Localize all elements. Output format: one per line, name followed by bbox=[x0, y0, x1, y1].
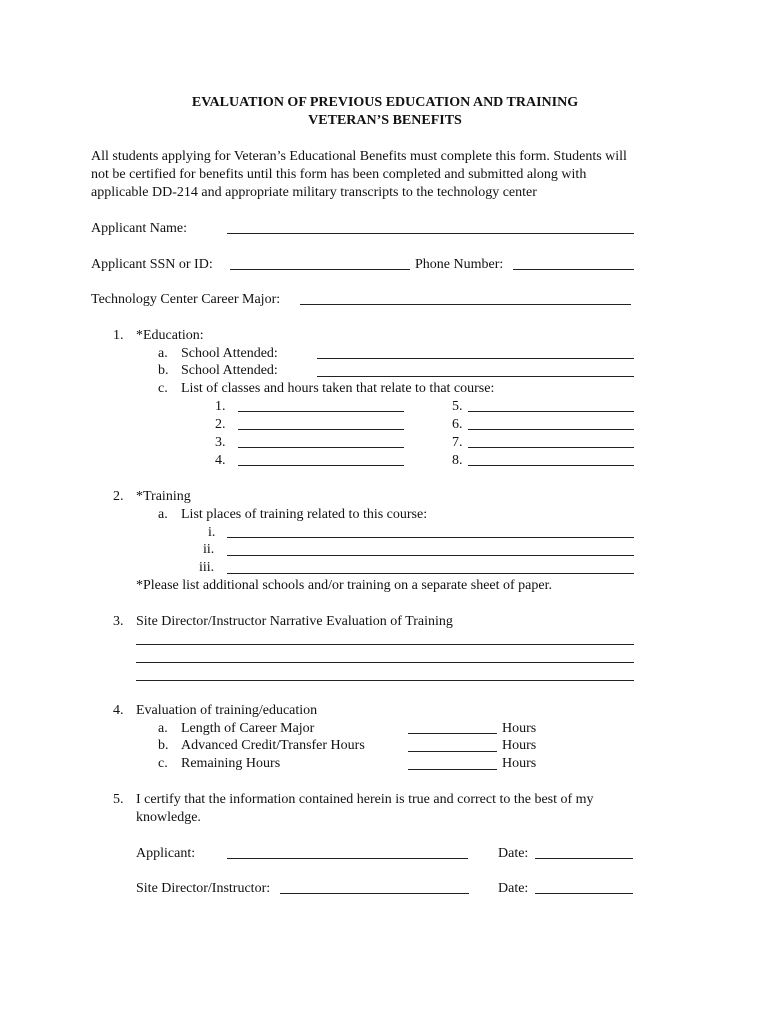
education-heading: *Education: bbox=[136, 328, 204, 343]
class-field-1[interactable] bbox=[238, 411, 404, 412]
section-3-number: 3. bbox=[113, 614, 124, 629]
class-field-2[interactable] bbox=[238, 429, 404, 430]
class-number-2: 2. bbox=[215, 417, 226, 432]
date-label-2: Date: bbox=[498, 881, 529, 896]
class-field-7[interactable] bbox=[468, 447, 634, 448]
ssn-field[interactable] bbox=[230, 269, 410, 270]
advanced-credit-field[interactable] bbox=[408, 751, 497, 752]
date-field-2[interactable] bbox=[535, 893, 633, 894]
form-subtitle: VETERAN’S BENEFITS bbox=[308, 113, 462, 128]
class-number-1: 1. bbox=[215, 399, 226, 414]
evaluation-heading: Evaluation of training/education bbox=[136, 703, 318, 718]
narrative-heading: Site Director/Instructor Narrative Evaluation of Training bbox=[136, 614, 453, 629]
applicant-name-label: Applicant Name: bbox=[91, 221, 188, 236]
phone-field[interactable] bbox=[513, 269, 634, 270]
training-roman-i: i. bbox=[208, 525, 216, 540]
career-major-field[interactable] bbox=[300, 304, 631, 305]
hours-label-a: Hours bbox=[502, 721, 537, 736]
hours-label-b: Hours bbox=[502, 738, 537, 753]
remaining-hours-field[interactable] bbox=[408, 769, 497, 770]
class-number-4: 4. bbox=[215, 453, 226, 468]
class-number-6: 6. bbox=[452, 417, 463, 432]
narrative-field-2[interactable] bbox=[136, 662, 634, 663]
education-b-marker: b. bbox=[158, 363, 169, 378]
training-field-iii[interactable] bbox=[227, 573, 634, 574]
school-attended-label-1: School Attended: bbox=[181, 346, 278, 361]
class-number-3: 3. bbox=[215, 435, 226, 450]
training-field-ii[interactable] bbox=[227, 555, 634, 556]
education-a-marker: a. bbox=[158, 346, 168, 361]
intro-line-1: All students applying for Veteran’s Educational Benefits must complete this form. Students will bbox=[91, 149, 627, 164]
school-attended-label-2: School Attended: bbox=[181, 363, 278, 378]
narrative-field-3[interactable] bbox=[136, 680, 634, 681]
phone-label: Phone Number: bbox=[415, 257, 504, 272]
education-c-marker: c. bbox=[158, 381, 168, 396]
advanced-credit-label: Advanced Credit/Transfer Hours bbox=[181, 738, 365, 753]
intro-line-3: applicable DD-214 and appropriate military transcripts to the technology center bbox=[91, 185, 537, 200]
certify-line-1: I certify that the information contained herein is true and correct to the best of my bbox=[136, 792, 594, 807]
school-attended-field-1[interactable] bbox=[317, 358, 634, 359]
career-major-length-label: Length of Career Major bbox=[181, 721, 315, 736]
training-roman-ii: ii. bbox=[203, 542, 215, 557]
classes-list-label: List of classes and hours taken that relate to that course: bbox=[181, 381, 495, 396]
intro-line-2: not be certified for benefits until this form has been completed and submitted along with bbox=[91, 167, 587, 182]
applicant-signature-label: Applicant: bbox=[136, 846, 196, 861]
career-major-label: Technology Center Career Major: bbox=[91, 292, 281, 307]
remaining-hours-label: Remaining Hours bbox=[181, 756, 281, 771]
applicant-name-field[interactable] bbox=[227, 233, 634, 234]
training-roman-iii: iii. bbox=[199, 560, 215, 575]
class-field-3[interactable] bbox=[238, 447, 404, 448]
narrative-field-1[interactable] bbox=[136, 644, 634, 645]
class-field-8[interactable] bbox=[468, 465, 634, 466]
evaluation-b-marker: b. bbox=[158, 738, 169, 753]
school-attended-field-2[interactable] bbox=[317, 376, 634, 377]
applicant-signature-field[interactable] bbox=[227, 858, 468, 859]
form-title: EVALUATION OF PREVIOUS EDUCATION AND TRAINING bbox=[191, 95, 579, 110]
career-major-length-field[interactable] bbox=[408, 733, 497, 734]
class-number-5: 5. bbox=[452, 399, 463, 414]
training-note: *Please list additional schools and/or training on a separate sheet of paper. bbox=[136, 578, 552, 593]
hours-label-c: Hours bbox=[502, 756, 537, 771]
training-places-label: List places of training related to this course: bbox=[181, 507, 428, 522]
section-2-number: 2. bbox=[113, 489, 124, 504]
site-director-signature-field[interactable] bbox=[280, 893, 469, 894]
site-director-label: Site Director/Instructor: bbox=[136, 881, 271, 896]
training-a-marker: a. bbox=[158, 507, 168, 522]
class-field-5[interactable] bbox=[468, 411, 634, 412]
training-heading: *Training bbox=[136, 489, 191, 504]
date-label-1: Date: bbox=[498, 846, 529, 861]
evaluation-a-marker: a. bbox=[158, 721, 168, 736]
class-field-4[interactable] bbox=[238, 465, 404, 466]
class-number-8: 8. bbox=[452, 453, 463, 468]
section-4-number: 4. bbox=[113, 703, 124, 718]
class-field-6[interactable] bbox=[468, 429, 634, 430]
training-field-i[interactable] bbox=[227, 537, 634, 538]
certify-line-2: knowledge. bbox=[136, 810, 201, 825]
ssn-label: Applicant SSN or ID: bbox=[91, 257, 213, 272]
section-5-number: 5. bbox=[113, 792, 124, 807]
evaluation-c-marker: c. bbox=[158, 756, 168, 771]
date-field-1[interactable] bbox=[535, 858, 633, 859]
class-number-7: 7. bbox=[452, 435, 463, 450]
section-1-number: 1. bbox=[113, 328, 124, 343]
